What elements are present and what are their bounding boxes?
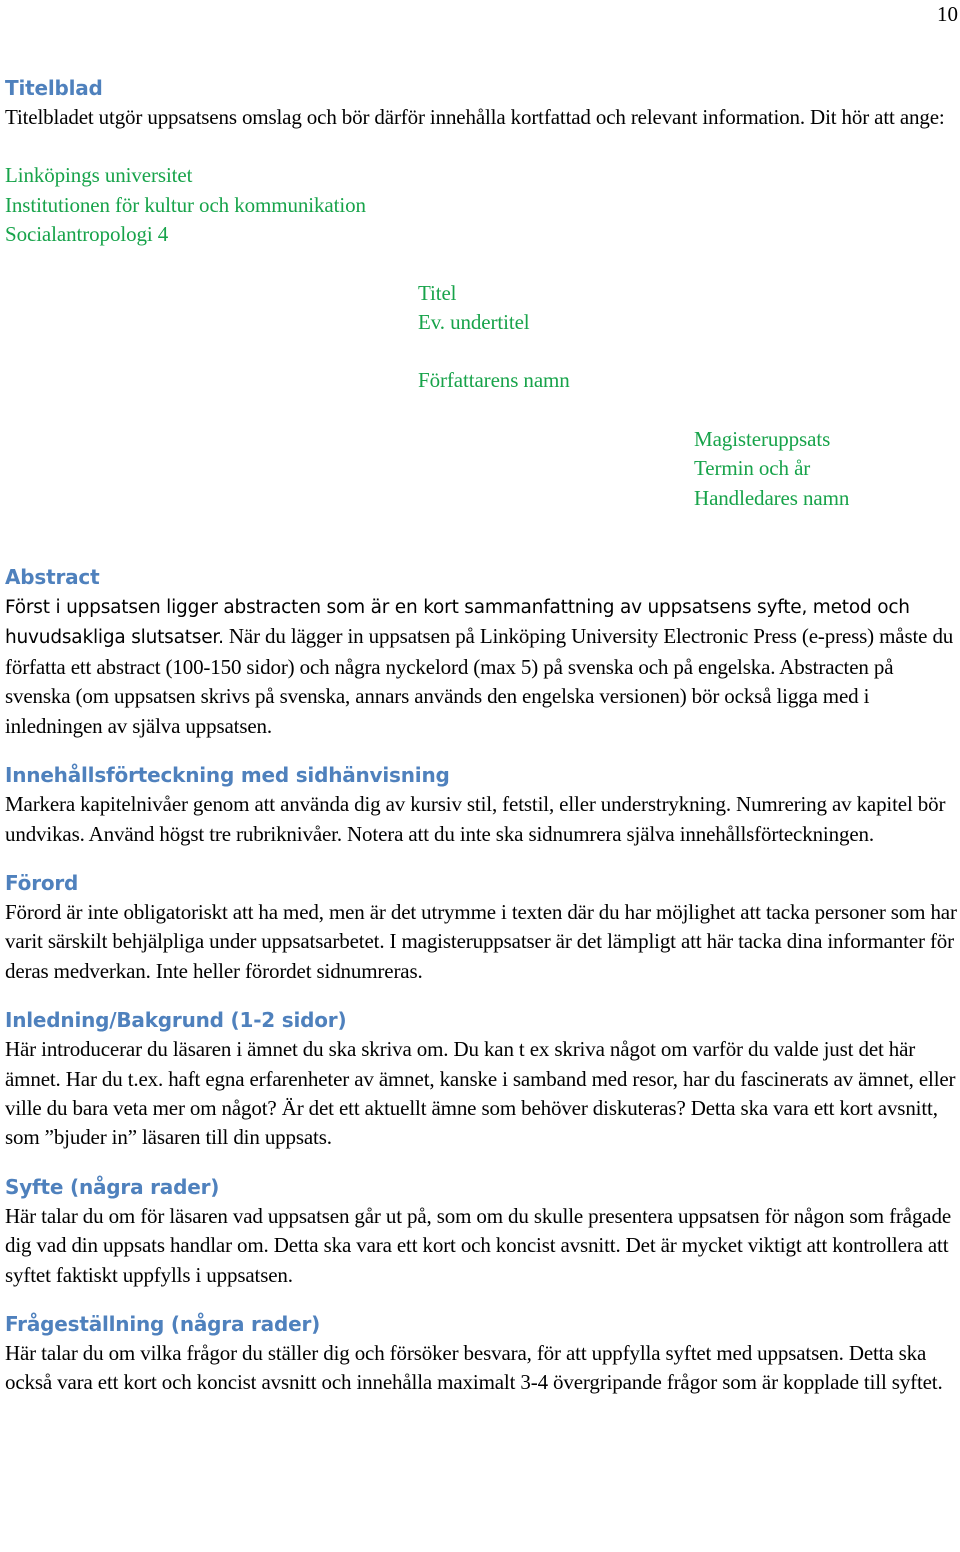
abstract-paragraph bbox=[5, 592, 957, 741]
fragestallning-paragraph: Här talar du om vilka frågor du ställer dig och försöker besvara, för att uppfylla syftet med uppsatsen. Detta ska också vara ett kort och koncist avsnitt och innehålla maximalt 3-4 övergripande frågor som är kopplade till syftet. bbox=[5, 1340, 943, 1395]
section-innehallsforteckning bbox=[5, 761, 957, 849]
thesis-subtitle: Ev. undertitel bbox=[418, 310, 530, 335]
innehall-paragraph: Markera kapitelnivåer genom att använda dig av kursiv stil, fetstil, eller understrykning. Numrering av kapitel bör undvikas. Använd högst tre rubriknivåer. Notera att du inte ska sidnumrera själva innehållsförteckningen. bbox=[5, 792, 946, 846]
author-name: Författarens namn bbox=[418, 368, 570, 393]
heading-inledning: Inledning/Bakgrund (1-2 sidor) bbox=[5, 1008, 347, 1033]
inledning-paragraph: Här introducerar du läsaren i ämnet du ska skriva om. Du kan t ex skriva något om varför du valde just det här ämnet. Har du t.ex. haft egna erfarenheter av ämnet, kanske i samband med resor, har du fascinerats av ämnet, eller ville du bara veta mer om något? Är det ett aktuellt ämne som behöver diskuteras? Detta ska vara ett kort avsnitt, som ”bjuder in” läsaren till din uppsats. bbox=[5, 1037, 956, 1150]
thesis-type: Magisteruppsats bbox=[694, 426, 831, 451]
heading-forord: Förord bbox=[5, 870, 79, 895]
forord-paragraph: Förord är inte obligatoriskt att ha med, men är det utrymme i texten där du har möjlighet att tacka personer som har varit särskilt behjälpliga under uppsatsarbetet. I magisteruppsatser är det lämpligt att här tacka dina informanter för deras medverkan. Inte heller förordet sidnumreras. bbox=[5, 899, 957, 983]
syfte-paragraph: Här talar du om för läsaren vad uppsatsen går ut på, som om du skulle presentera uppsatsen för någon som frågade dig vad din uppsats handlar om. Detta ska vara ett kort och koncist avsnitt. Det är mycket viktigt att kontrollera att syftet faktiskt uppfylls i uppsatsen. bbox=[5, 1203, 951, 1287]
document-body bbox=[5, 74, 957, 1398]
section-titelblad bbox=[5, 74, 957, 513]
heading-syfte: Syfte (några rader) bbox=[5, 1174, 220, 1199]
institution-name: Institutionen för kultur och kommunikation bbox=[5, 192, 366, 217]
heading-abstract: Abstract bbox=[5, 565, 100, 590]
term-year: Termin och år bbox=[694, 456, 811, 481]
section-forord bbox=[5, 869, 957, 986]
university-name: Linköpings universitet bbox=[5, 163, 193, 188]
section-abstract bbox=[5, 563, 957, 741]
abstract-body-text: När du lägger in uppsatsen på Linköping University Electronic Press (e-press) måste du författa ett abstract (100-150 sidor) och några nyckelord (max 5) på svenska och på engelska. Abstracten på svenska (om uppsatsen skrivs på svenska, annars används den engelska versionen) bör också ligga med i inledningen av själva uppsatsen. bbox=[5, 624, 954, 738]
heading-titelblad: Titelblad bbox=[5, 76, 103, 100]
heading-innehallsforteckning: Innehållsförteckning med sidhänvisning bbox=[5, 763, 450, 788]
section-syfte bbox=[5, 1173, 957, 1290]
abstract-lead-text: Först i uppsatsen ligger abstracten som är en kort sammanfattning av uppsatsens syfte, metod och huvudsakliga slutsatser. bbox=[5, 597, 910, 649]
thesis-title: Titel bbox=[418, 280, 457, 305]
section-fragestallning bbox=[5, 1310, 957, 1398]
titelblad-paragraph: Titelbladet utgör uppsatsens omslag och bör därför innehålla kortfattad och relevant information. Dit hör att ange: bbox=[5, 105, 945, 129]
subject-name: Socialantropologi 4 bbox=[5, 222, 169, 247]
section-inledning bbox=[5, 1006, 957, 1153]
supervisor-name: Handledares namn bbox=[694, 485, 850, 510]
page-number: 10 bbox=[937, 2, 958, 26]
heading-fragestallning: Frågeställning (några rader) bbox=[5, 1311, 321, 1336]
